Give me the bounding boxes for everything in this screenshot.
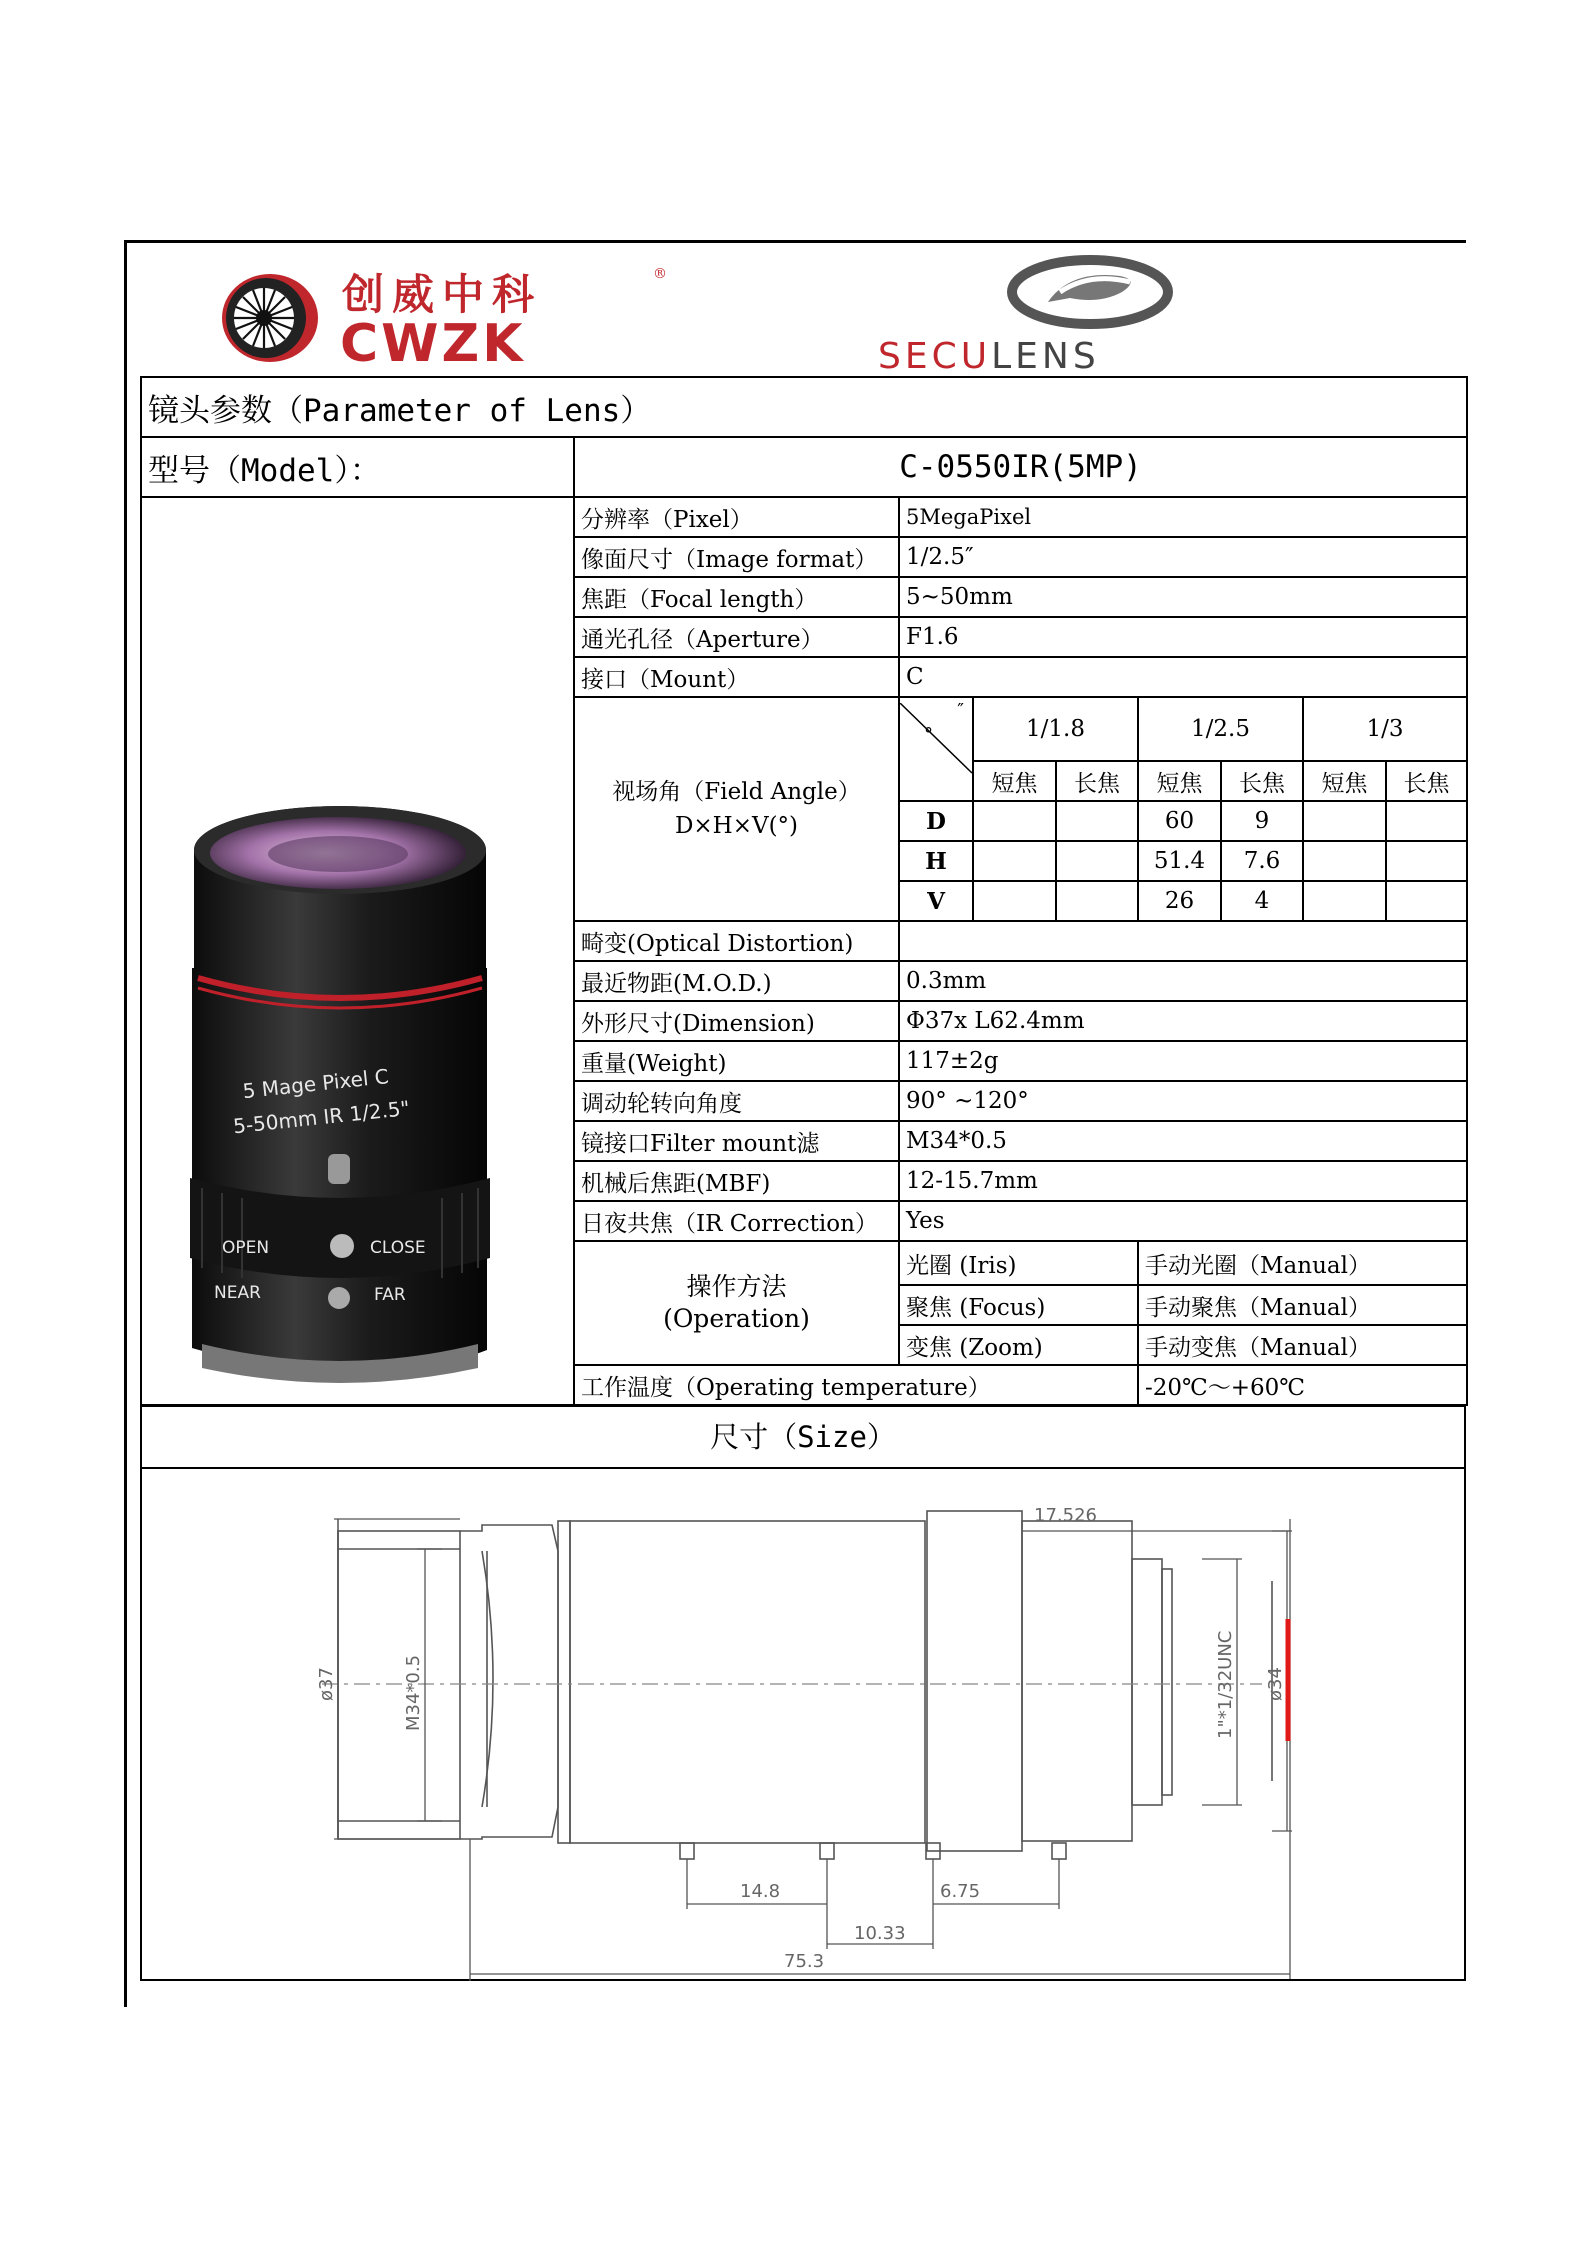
operation-item: 聚焦 (Focus)	[899, 1285, 1138, 1325]
angle-cell	[973, 841, 1056, 881]
seculens-lens: LENS	[991, 336, 1100, 377]
axis-label-v: V	[899, 881, 973, 921]
spec-value: M34*0.5	[899, 1121, 1467, 1161]
spec-label: 畸变(Optical Distortion)	[574, 921, 899, 961]
angle-cell	[1386, 801, 1467, 841]
dim-d34: ø34	[1265, 1667, 1286, 1701]
spec-value: C	[899, 657, 1467, 697]
spec-value: 1/2.5″	[899, 537, 1467, 577]
operation-label-line1: 操作方法	[686, 1272, 787, 1301]
angle-cell	[973, 801, 1056, 841]
cwzk-english-name: CWZK	[340, 314, 526, 374]
spec-value: 12-15.7mm	[899, 1161, 1467, 1201]
dim-m34: M34*0.5	[403, 1654, 424, 1731]
lens-photo-cell	[141, 497, 574, 1405]
seculens-swirl-icon	[990, 252, 1190, 342]
header	[140, 250, 1466, 376]
lens-label-line2: 5-50mm IR 1/2.5"	[231, 1095, 411, 1139]
cwzk-emblem-icon	[218, 262, 328, 372]
spec-label: 分辨率（Pixel）	[574, 497, 899, 537]
spec-label: 日夜共焦（IR Correction）	[574, 1201, 899, 1241]
focus-subheader: 短焦	[973, 761, 1056, 801]
angle-cell	[1056, 801, 1138, 841]
frame-top-line	[124, 240, 1466, 243]
operation-mode: 手动变焦（Manual）	[1138, 1325, 1467, 1365]
spec-label: 外形尺寸(Dimension)	[574, 1001, 899, 1041]
spec-label: 接口（Mount）	[574, 657, 899, 697]
seculens-secu: SECU	[878, 336, 992, 377]
spec-value: F1.6	[899, 617, 1467, 657]
dim-unc: 1"*1/32UNC	[1215, 1630, 1236, 1739]
angle-cell: 51.4	[1138, 841, 1221, 881]
format-header: 1/1.8	[973, 697, 1138, 761]
spec-label: 最近物距(M.O.D.)	[574, 961, 899, 1001]
lens-open-label: OPEN	[222, 1238, 270, 1258]
seculens-wordmark	[878, 336, 1100, 377]
angle-cell: 60	[1138, 801, 1221, 841]
spec-label: 焦距（Focal length）	[574, 577, 899, 617]
dim-75-3: 75.3	[784, 1951, 825, 1972]
spec-label: 重量(Weight)	[574, 1041, 899, 1081]
spec-value	[899, 921, 1467, 961]
lens-photo	[142, 498, 572, 1398]
corner-inch-mark: ″	[957, 700, 964, 721]
spec-value: 5~50mm	[899, 577, 1467, 617]
spec-value: 5MegaPixel	[899, 497, 1467, 537]
model-label: 型号（Model）：	[141, 437, 574, 497]
size-section	[140, 1405, 1466, 1981]
spec-value: Yes	[899, 1201, 1467, 1241]
field-angle-label-line2: D×H×V(°)	[674, 813, 799, 839]
operation-label-line2: (Operation)	[663, 1304, 810, 1333]
spec-table	[140, 376, 1468, 1406]
spec-value: 117±2g	[899, 1041, 1467, 1081]
format-header: 1/3	[1303, 697, 1467, 761]
spec-label: 像面尺寸（Image format）	[574, 537, 899, 577]
corner-degree-mark: °	[924, 724, 933, 745]
focus-subheader: 短焦	[1138, 761, 1221, 801]
spec-value: Φ37x L62.4mm	[899, 1001, 1467, 1041]
temperature-label: 工作温度（Operating temperature）	[574, 1365, 1138, 1405]
operation-mode: 手动光圈（Manual）	[1138, 1241, 1467, 1285]
model-value: C-0550IR(5MP)	[574, 437, 1467, 497]
lens-iris-knob	[330, 1234, 354, 1258]
operation-item: 变焦 (Zoom)	[899, 1325, 1138, 1365]
field-angle-label	[574, 697, 899, 921]
lens-near-label: NEAR	[214, 1283, 261, 1303]
spec-label: 机械后焦距(MBF)	[574, 1161, 899, 1201]
operation-item: 光圈 (Iris)	[899, 1241, 1138, 1285]
angle-cell: 26	[1138, 881, 1221, 921]
format-header: 1/2.5	[1138, 697, 1303, 761]
dimension-drawing	[142, 1469, 1464, 1981]
axis-label-d: D	[899, 801, 973, 841]
field-angle-corner-cell	[899, 697, 973, 801]
angle-cell	[1056, 881, 1138, 921]
angle-cell	[1303, 841, 1386, 881]
lens-far-label: FAR	[374, 1285, 406, 1305]
angle-cell	[973, 881, 1056, 921]
lens-focus-knob	[328, 1287, 350, 1309]
dim-6-75: 6.75	[940, 1881, 981, 1902]
angle-cell	[1303, 881, 1386, 921]
focus-subheader: 短焦	[1303, 761, 1386, 801]
frame-left-line	[124, 242, 127, 2007]
focus-subheader: 长焦	[1056, 761, 1138, 801]
angle-cell	[1386, 841, 1467, 881]
angle-cell	[1386, 881, 1467, 921]
dim-14-8: 14.8	[740, 1881, 781, 1902]
dim-d37: ø37	[316, 1667, 337, 1701]
focus-subheader: 长焦	[1386, 761, 1467, 801]
lens-iris-screw	[328, 1154, 350, 1184]
dim-10-33: 10.33	[854, 1923, 906, 1944]
registered-mark: ®	[653, 266, 667, 282]
operation-label	[574, 1241, 899, 1365]
spec-value: 0.3mm	[899, 961, 1467, 1001]
angle-cell	[1303, 801, 1386, 841]
spec-label: 镜接口Filter mount滤	[574, 1121, 899, 1161]
angle-cell: 4	[1221, 881, 1303, 921]
size-title: 尺寸（Size）	[142, 1407, 1464, 1469]
spec-label: 调动轮转向角度	[574, 1081, 899, 1121]
angle-cell	[1056, 841, 1138, 881]
spec-label: 通光孔径（Aperture）	[574, 617, 899, 657]
angle-cell: 9	[1221, 801, 1303, 841]
angle-cell: 7.6	[1221, 841, 1303, 881]
cwzk-chinese-name: 创威中科	[342, 270, 543, 319]
lens-label-line1: 5 Mage Pixel C	[241, 1064, 390, 1104]
section-title: 镜头参数（Parameter of Lens）	[141, 377, 1467, 437]
cwzk-logo	[218, 262, 667, 374]
seculens-logo	[878, 252, 1278, 376]
axis-label-h: H	[899, 841, 973, 881]
dim-top: 17.526	[1034, 1505, 1097, 1526]
spec-value: 90° ~120°	[899, 1081, 1467, 1121]
field-angle-label-line1: 视场角（Field Angle）	[612, 779, 861, 805]
focus-subheader: 长焦	[1221, 761, 1303, 801]
lens-close-label: CLOSE	[370, 1238, 426, 1258]
operation-mode: 手动聚焦（Manual）	[1138, 1285, 1467, 1325]
temperature-value: -20℃～+60℃	[1138, 1365, 1467, 1405]
